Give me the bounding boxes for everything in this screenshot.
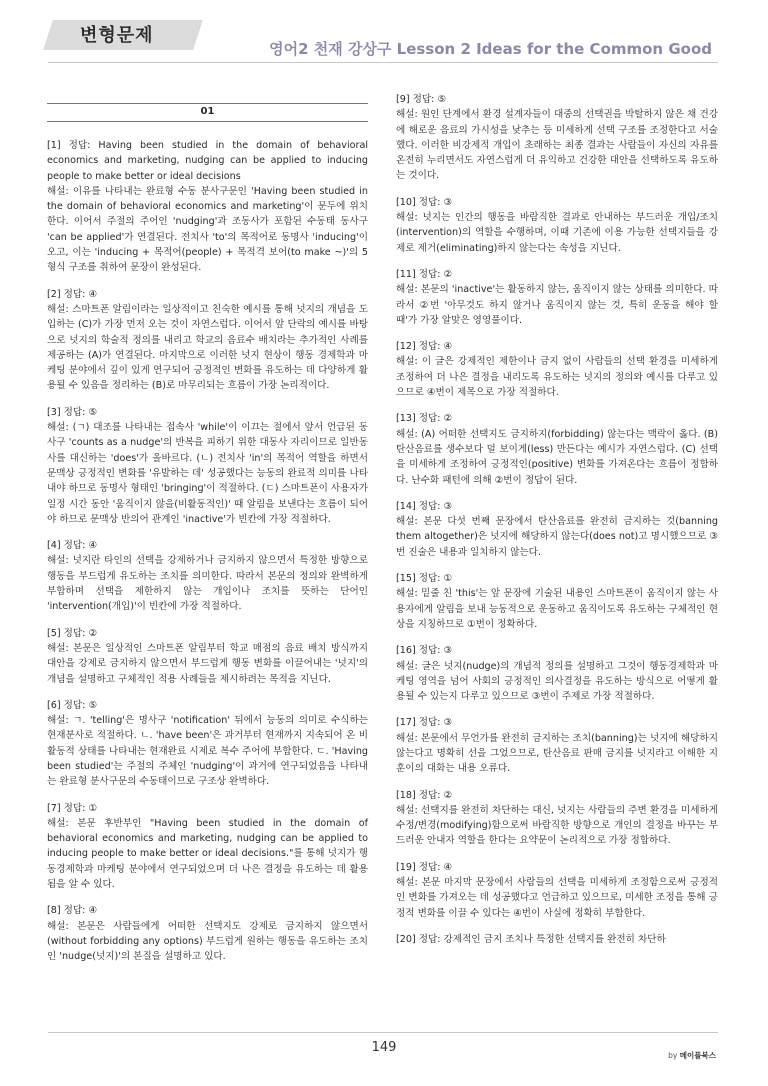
page-number: 149 bbox=[371, 1040, 397, 1055]
answer-item bbox=[47, 801, 368, 893]
answer-line: [5] 정답: ② bbox=[47, 627, 98, 639]
left-column bbox=[47, 92, 368, 976]
answer-item bbox=[396, 788, 718, 849]
publisher-brand bbox=[668, 1050, 716, 1061]
answer-item bbox=[47, 138, 368, 276]
answer-line: [1] 정답: Having been studied in the domain of behavioral economics and marketing, nudging can be applied to inducing people to make better or ideal decisions bbox=[47, 140, 368, 182]
explanation-text: 해설: 본문 다섯 번째 문장에서 탄산음료를 완전히 금지하는 것(banning them altogether)은 넛지에 해당하지 않는다(does not)고 명시했으므로 ③번 진술은 내용과 일치하지 않는다. bbox=[396, 516, 718, 558]
page-header bbox=[0, 0, 768, 62]
answer-item bbox=[396, 643, 718, 704]
answer-line: [19] 정답: ④ bbox=[396, 861, 453, 873]
explanation-text: 해설: 넛지란 타인의 선택을 강제하거나 금지하지 않으면서 특정한 방향으로 행동을 부드럽게 유도하는 조치를 의미한다. 따라서 본문의 정의와 완벽하게 부합하며 선택을 제한하지 않는 개입이나 조치를 뜻하는 단어인 'intervention(개입)'이 빈칸에 가장 적절하다. bbox=[47, 555, 368, 613]
answer-line: [2] 정답: ④ bbox=[47, 288, 98, 300]
answer-line: [6] 정답: ⑤ bbox=[47, 699, 98, 711]
explanation-text: 해설: 선택지를 완전히 차단하는 대신, 넛지는 사람들의 주변 환경을 미세하게 수정/변경(modifying)함으로써 바람직한 방향으로 개인의 결정을 바꾸는 부드러운 안내자 역할을 한다는 요약문이 논리적으로 가장 정합하다. bbox=[396, 804, 718, 847]
explanation-text: 해설: 스마트폰 알림이라는 일상적이고 친숙한 예시를 통해 넛지의 개념을 도입하는 (C)가 가장 먼저 오는 것이 자연스럽다. 이어서 앞 단락의 예시를 바탕으로 넛지의 학술적 정의를 내리고 학교의 음료수 배치라는 추가적인 사례를 제공하는 (A)가 연결된다. 마지막으로 이러한 넛지 현상이 행동 경제학과 마케팅 분야에서 깊이 있게 연구되어 긍정적인 변화를 유도하는 데 다양하게 활용될 수 있음을 정리하는 (B)로 마무리되는 흐름이 가장 논리적이다. bbox=[47, 303, 368, 392]
answer-line: [20] 정답: 강제적인 금지 조치나 특정한 선택지를 완전히 차단하 bbox=[396, 933, 666, 945]
right-column bbox=[396, 92, 718, 965]
answer-item bbox=[47, 903, 368, 964]
header-badge-label: 변형문제 bbox=[80, 25, 154, 46]
lesson-title: 영어2 천재 강상구 Lesson 2 Ideas for the Common Good bbox=[269, 40, 712, 58]
answer-item bbox=[396, 195, 718, 256]
footer-divider bbox=[48, 1032, 718, 1033]
explanation-text: 해설: 이유를 나타내는 완료형 수동 분사구문인 'Having been studied in the domain of behavioral economics and marketing'이 문두에 위치한다. 이어서 주절의 주어인 'nudging'과 조동사가 포함된 수동태 동사구 'can be applied'가 연결된다. 전치사 'to'의 목적어로 동명사 'inducing'이 오고, 이는 'inducing + 목적어(people) + 목적격 보어(to make ~)'의 5형식 구조를 취하여 문장이 완성된다. bbox=[47, 185, 368, 274]
answer-line: [13] 정답: ② bbox=[396, 413, 453, 425]
answer-item bbox=[396, 411, 718, 487]
explanation-text: 해설: 본문은 사람들에게 어떠한 선택지도 강제로 금지하지 않으면서(without forbidding any options) 부드럽게 원하는 행동을 유도하는 조치인 'nudge(넛지)'의 본질을 설명하고 있다. bbox=[47, 920, 368, 963]
section-title: 01 bbox=[200, 106, 215, 117]
explanation-text: 해설: 이 글은 강제적인 제한이나 금지 없이 사람들의 선택 환경을 미세하게 조정하여 더 나은 결정을 내리도록 유도하는 넛지의 정의와 예시를 다루고 있으므로 ④번이 제목으로 가장 적절하다. bbox=[396, 356, 718, 399]
answer-item bbox=[47, 538, 368, 614]
answer-line: [3] 정답: ⑤ bbox=[47, 406, 98, 418]
header-divider bbox=[48, 62, 718, 63]
explanation-text: 해설: 글은 넛지(nudge)의 개념적 정의를 설명하고 그것이 행동경제학과 마케팅 영역을 넘어 사회의 긍정적인 의사결정을 유도하는 방식으로 어떻게 활용될 수 있는지 다루고 있으므로 ③번이 주제로 가장 적절하다. bbox=[396, 660, 718, 703]
brand-prefix: by bbox=[668, 1051, 678, 1060]
explanation-text: 해설: 본문은 일상적인 스마트폰 알림부터 학교 매점의 음료 배치 방식까지 대안을 강제로 금지하지 않으면서 부드럽게 행동 변화를 이끌어내는 '넛지'의 개념을 설명하고 구체적인 적용 사례들을 제시하려는 목적을 지닌다. bbox=[47, 642, 368, 685]
brand-name: 메이플북스 bbox=[679, 1051, 716, 1060]
answer-item bbox=[47, 287, 368, 394]
explanation-text: 해설: 원인 단계에서 환경 설계자들이 대중의 선택권을 박탈하지 않은 채 건강에 해로운 음료의 가시성을 낮추는 등 미세하게 선택 구조를 조정한다고 서술했다. 이러한 비강제적 개입이 초래하는 최종 결과는 사람들이 자신의 자유를 온전히 누리면서도 자연스럽게 더 유익하고 건강한 대안을 선택하도록 유도하는 것이다. bbox=[396, 109, 718, 182]
answer-line: [14] 정답: ③ bbox=[396, 500, 453, 512]
answer-line: [11] 정답: ② bbox=[396, 268, 453, 280]
answer-line: [9] 정답: ⑤ bbox=[396, 94, 447, 105]
answer-item bbox=[396, 571, 718, 632]
answer-line: [15] 정답: ① bbox=[396, 573, 453, 585]
answer-line: [18] 정답: ② bbox=[396, 789, 453, 801]
answer-line: [4] 정답: ④ bbox=[47, 540, 98, 552]
answer-item bbox=[47, 698, 368, 790]
answer-line: [12] 정답: ④ bbox=[396, 341, 453, 353]
answer-line: [10] 정답: ③ bbox=[396, 196, 453, 208]
explanation-text: 해설: (A) 어떠한 선택지도 금지하지(forbidding) 않는다는 맥락이 옳다. (B) 탄산음료를 생수보다 덜 보이게(less) 만든다는 예시가 자연스럽다. (C) 선택을 미세하게 조정하여 긍정적인(positive) 변화를 가져온다는 흐름이 정합하다. 난수화 패턴에 의해 ②번이 정답이 된다. bbox=[396, 428, 718, 486]
explanation-text: 해설: (ㄱ) 대조를 나타내는 접속사 'while'이 이끄는 절에서 앞서 언급된 동사구 'counts as a nudge'의 반복을 피하기 위한 대동사 자리이므로 일반동사를 대신하는 'does'가 올바르다. (ㄴ) 전치사 'in'의 목적어 역할을 하면서 문맥상 긍정적인 변화를 '유발하는 데' 성공했다는 능동의 완료적 의미를 나타내야 하므로 동명사 형태인 'bringing'이 적절하다. (ㄷ) 스마트폰이 사용자가 일정 시간 동안 '움직이지 않을(비활동적인)' 때 알림을 보낸다는 흐름이 되어야 하므로 문맥상 반의어 관계인 'inactive'가 빈칸에 가장 적절하다. bbox=[47, 422, 368, 525]
answer-item bbox=[396, 267, 718, 328]
answer-line: [16] 정답: ③ bbox=[396, 645, 453, 657]
answer-line: [7] 정답: ① bbox=[47, 802, 98, 814]
answer-item bbox=[47, 405, 368, 527]
answer-line: [8] 정답: ④ bbox=[47, 905, 98, 917]
explanation-text: 해설: 본문 마지막 문장에서 사람들의 선택을 미세하게 조정함으로써 긍정적인 변화를 가져오는 데 성공했다고 언급하고 있으므로, 미세한 조정을 통해 긍정적 변화를 이끌 수 있다는 ④번이 사실에 정확히 부합한다. bbox=[396, 877, 718, 919]
answer-item bbox=[396, 92, 718, 184]
explanation-text: 해설: ㄱ. 'telling'은 명사구 'notification' 뒤에서 능동의 의미로 수식하는 현재분사로 적절하다. ㄴ. 'have been'은 과거부터 현재까지 지속되어 온 비활동적 상태를 나타내는 현재완료 시제로 복수 주어에 부합한다. ㄷ. 'Having been studied'는 주절의 주체인 'nudging'이 과거에 연구되었음을 나타내는 완료형 분사구문의 수동태이므로 구조상 완벽하다. bbox=[47, 715, 368, 788]
answer-item bbox=[396, 860, 718, 921]
explanation-text: 해설: 본문 후반부인 "Having been studied in the domain of behavioral economics and marketing, nudging can be applied to inducing people to make better or ideal decisions."를 통해 넛지가 행동경제학과 마케팅 분야에서 연구되었으며 더 나은 결정을 유도하는 데 활용됨을 알 수 있다. bbox=[47, 817, 368, 891]
answer-item bbox=[47, 626, 368, 687]
explanation-text: 해설: 본문의 'inactive'는 활동하지 않는, 움직이지 않는 상태를 의미한다. 따라서 ②번 '아무것도 하지 않거나 움직이지 않는 것, 특히 운동을 해야 할 때'가 가장 알맞은 영영풀이다. bbox=[396, 284, 718, 326]
answer-item bbox=[396, 499, 718, 560]
answer-item bbox=[396, 932, 718, 954]
explanation-text: 해설: 본문에서 무언가를 완전히 금지하는 조치(banning)는 넛지에 해당하지 않는다고 명확히 선을 그었으므로, 탄산음료 판매 금지를 넛지라고 이해한 지훈이의 대화는 내용 오류다. bbox=[396, 732, 718, 775]
answer-item bbox=[396, 339, 718, 400]
explanation-text: 해설: 넛지는 인간의 행동을 바람직한 결과로 안내하는 부드러운 개입/조치(intervention)의 역할을 수행하며, 이때 기존에 이용 가능한 선택지들을 강제로 제거(eliminating)하지 않는다는 속성을 지닌다. bbox=[396, 212, 718, 254]
answer-line: [17] 정답: ③ bbox=[396, 717, 453, 729]
explanation-text: 해설: 밑줄 친 'this'는 앞 문장에 기술된 내용인 스마트폰이 움직이지 않는 사용자에게 알림을 보내 능동적으로 운동하고 움직이도록 유도하는 구체적인 현상을 지칭하므로 ①번이 정확하다. bbox=[396, 588, 718, 630]
answer-item bbox=[396, 715, 718, 776]
